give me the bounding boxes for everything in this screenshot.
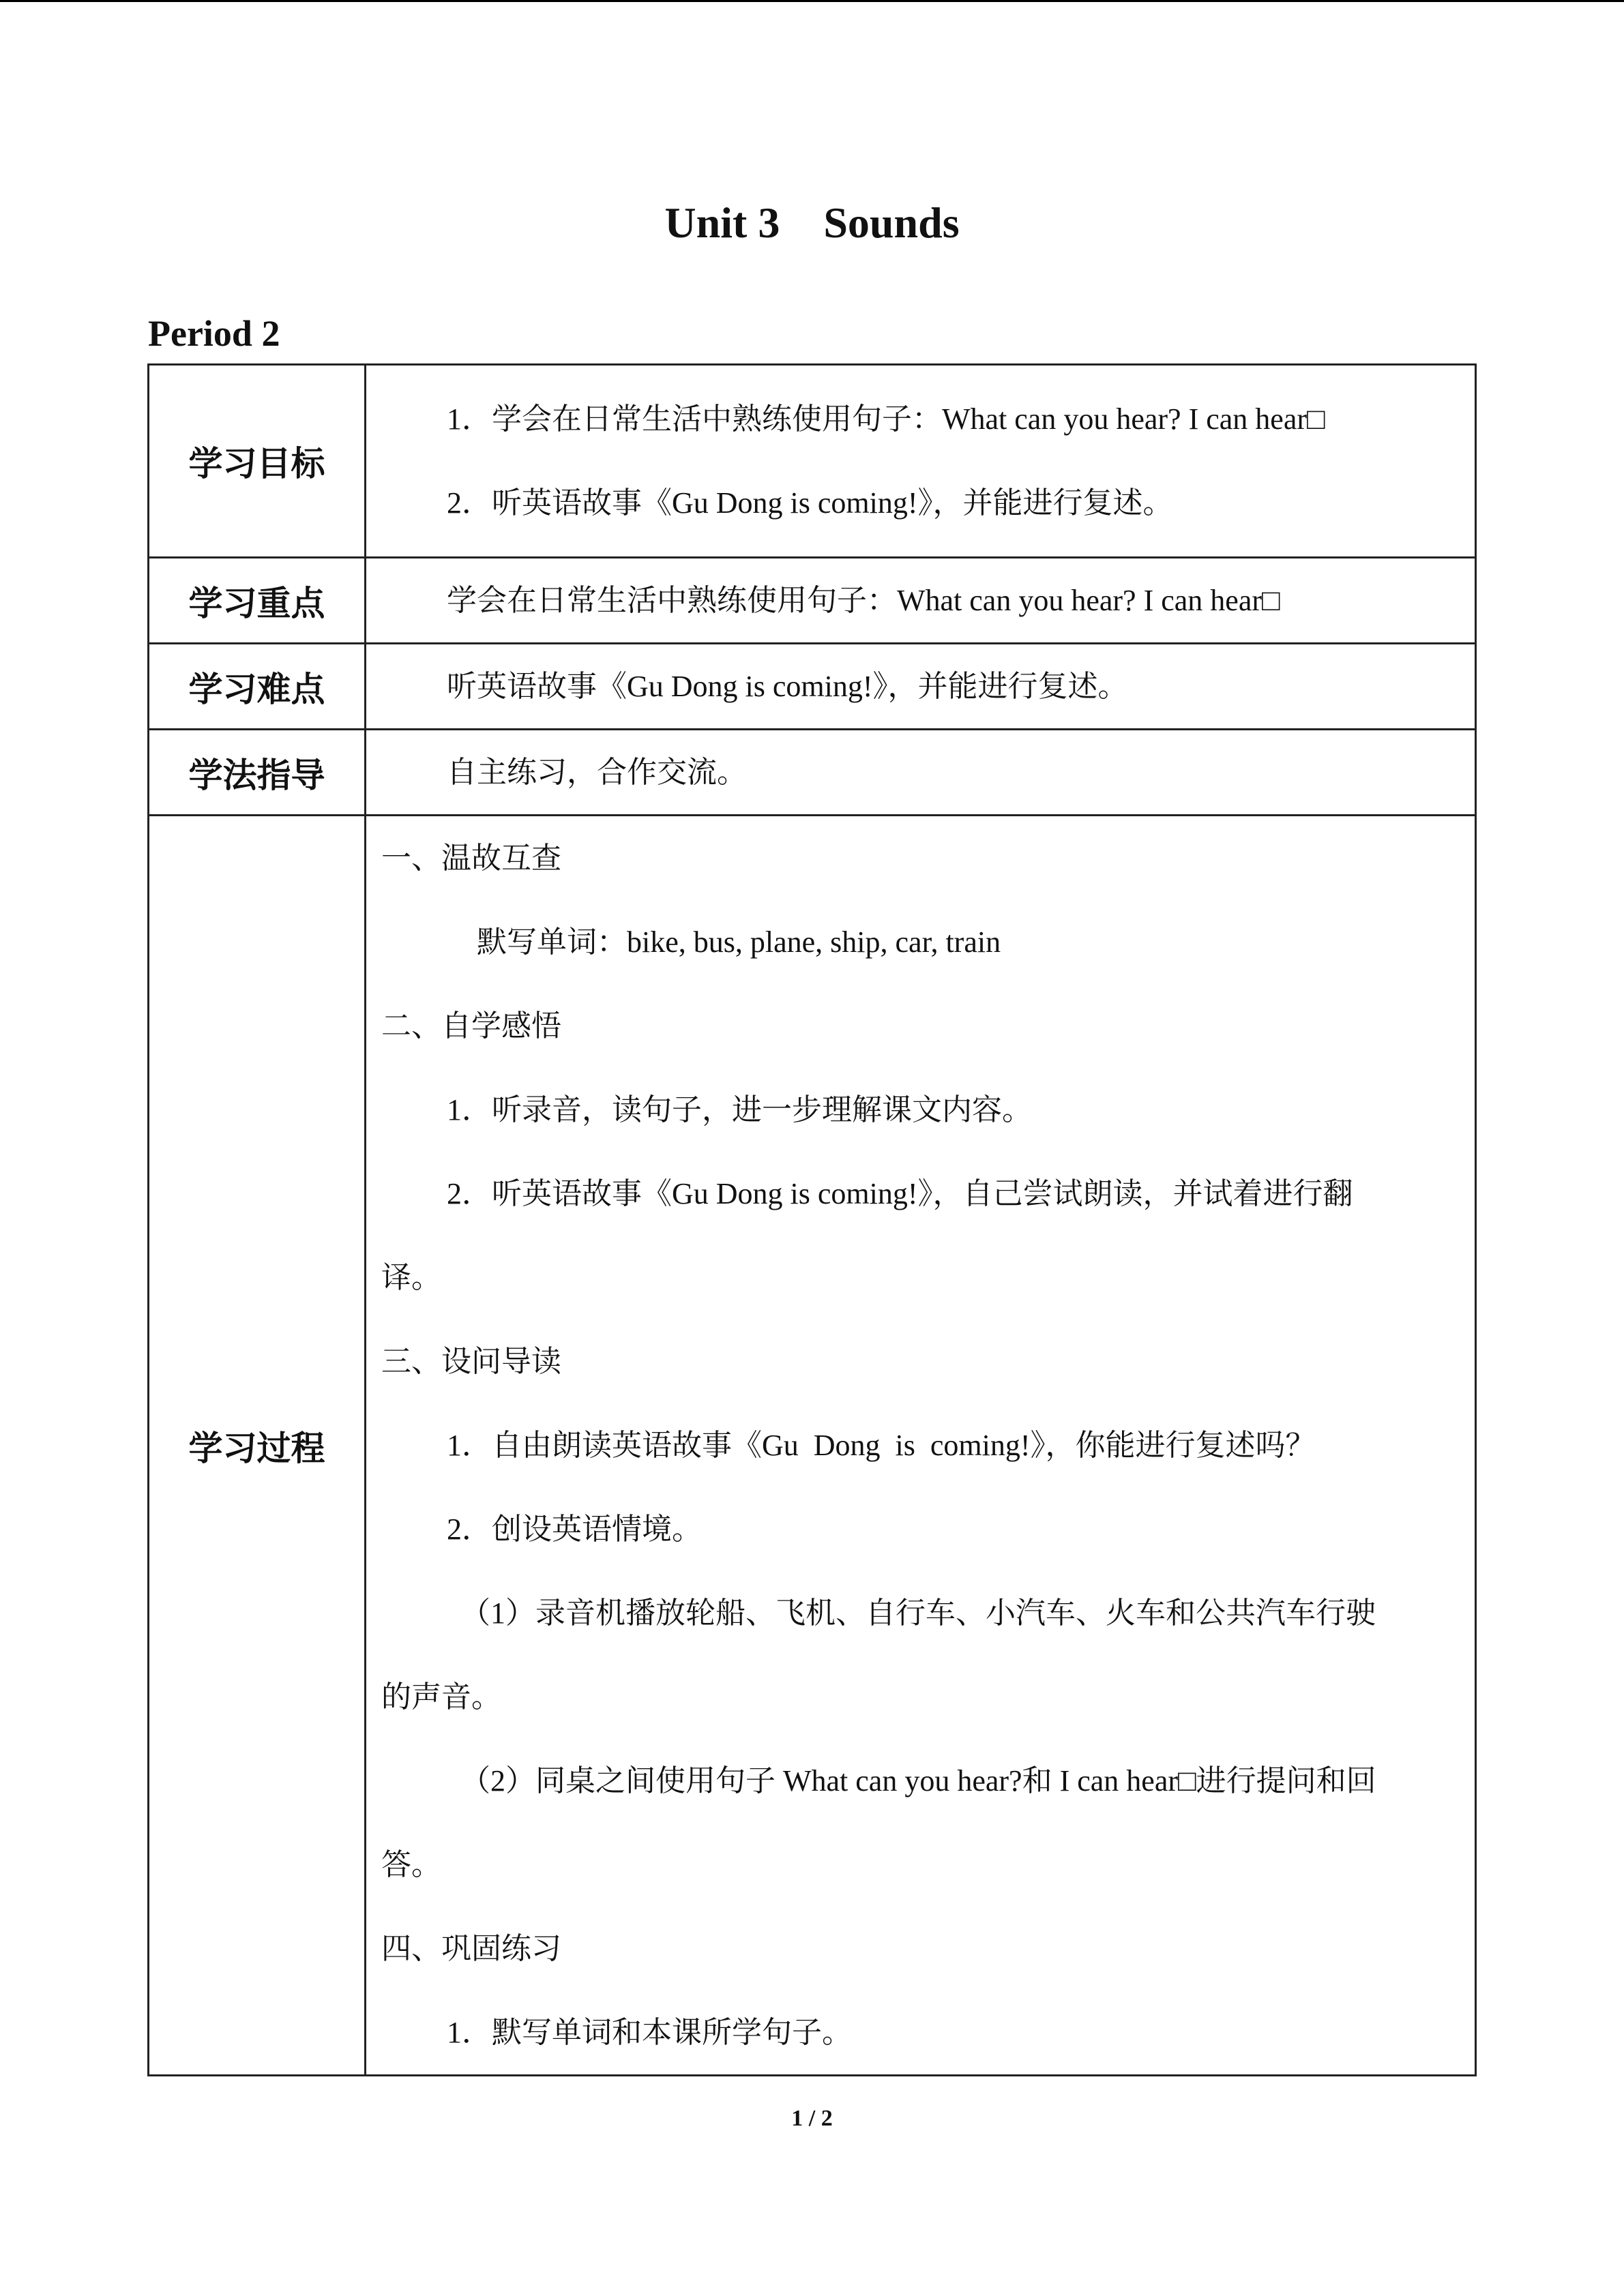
content-key-points xyxy=(366,558,1476,644)
content-process xyxy=(366,816,1476,2076)
process-line: 2．创设英语情境。 xyxy=(447,1512,702,1546)
process-line: 的声音。 xyxy=(381,1680,501,1714)
label-difficulties: 学习难点 xyxy=(149,644,366,730)
lesson-plan-table xyxy=(147,363,1477,2076)
goal-line: 1．学会在日常生活中熟练使用句子：What can you hear? I can hear□ xyxy=(447,402,1325,436)
process-line: （2）同桌之间使用句子 What can you hear?和 I can hear□进行提问和回 xyxy=(460,1764,1376,1798)
difficulties-text: 听英语故事《Gu Dong is coming!》，并能进行复述。 xyxy=(447,670,1128,703)
process-section-heading: 二、自学感悟 xyxy=(381,1009,561,1043)
label-key-points: 学习重点 xyxy=(149,558,366,644)
process-line: 2．听英语故事《Gu Dong is coming!》，自己尝试朗读，并试着进行翻 xyxy=(447,1177,1353,1210)
goal-line: 2．听英语故事《Gu Dong is coming!》，并能进行复述。 xyxy=(447,486,1173,520)
process-section-heading: 一、温故互查 xyxy=(381,841,561,875)
method-text: 自主练习，合作交流。 xyxy=(447,756,747,789)
process-section-heading: 四、巩固练习 xyxy=(381,1932,561,1965)
row-method xyxy=(149,730,1476,816)
process-section-heading: 三、设问导读 xyxy=(381,1345,561,1378)
process-line: （1）录音机播放轮船、飞机、自行车、小汽车、火车和公共汽车行驶 xyxy=(460,1596,1376,1630)
content-goals xyxy=(366,365,1476,558)
process-line: 默写单词：bike, bus, plane, ship, car, train xyxy=(477,925,1001,959)
key-points-text: 学会在日常生活中熟练使用句子：What can you hear? I can hear□ xyxy=(447,584,1280,617)
top-border-line xyxy=(0,0,1624,2)
label-goals: 学习目标 xyxy=(149,365,366,558)
label-method: 学法指导 xyxy=(149,730,366,816)
page-number: 1 / 2 xyxy=(791,2106,833,2131)
row-process xyxy=(149,816,1476,2076)
process-line: 1．听录音，读句子，进一步理解课文内容。 xyxy=(447,1093,1032,1127)
content-method xyxy=(366,730,1476,816)
process-line: 1．自由朗读英语故事《Gu Dong is coming!》，你能进行复述吗？ xyxy=(447,1429,1316,1462)
row-goals xyxy=(149,365,1476,558)
process-line: 1．默写单词和本课所学句子。 xyxy=(447,2016,852,2049)
content-difficulties xyxy=(366,644,1476,730)
row-difficulties xyxy=(149,644,1476,730)
label-process: 学习过程 xyxy=(149,816,366,2076)
process-line: 答。 xyxy=(381,1848,441,1881)
process-line: 译。 xyxy=(381,1261,441,1294)
period-heading: Period 2 xyxy=(148,313,280,354)
row-key-points xyxy=(149,558,1476,644)
page-title: Unit 3 Sounds xyxy=(664,198,960,247)
